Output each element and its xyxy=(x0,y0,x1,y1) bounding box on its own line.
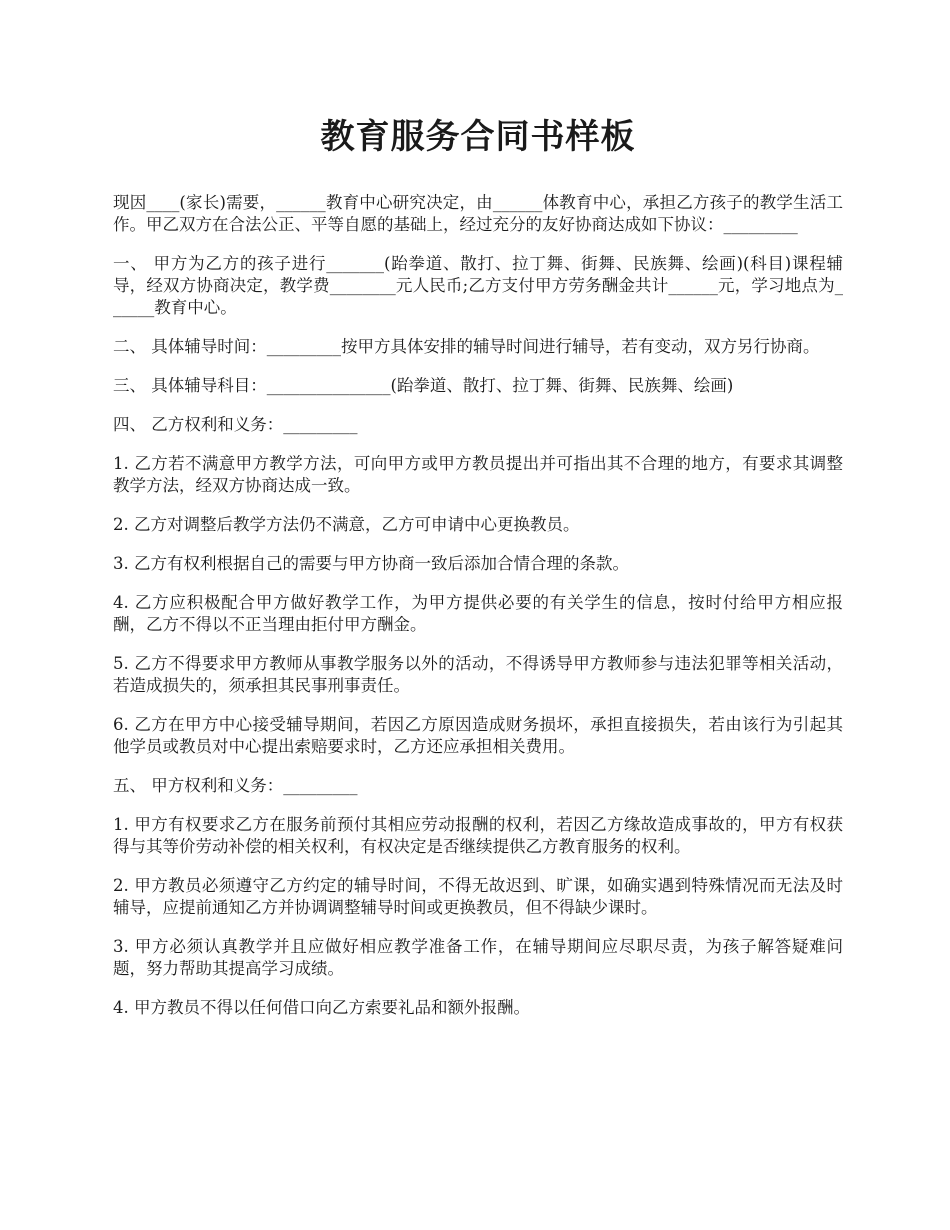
clause-1: 一、 甲方为乙方的孩子进行_______(跆拳道、散打、拉丁舞、街舞、民族舞、绘画)(科目)课程辅导，经双方协商决定，教学费________元人民币;乙方支付甲方劳务酬金共计______元，学习地点为______教育中心。 xyxy=(113,254,843,317)
party-a-item-4: 4. 甲方教员不得以任何借口向乙方索要礼品和额外报酬。 xyxy=(113,998,530,1017)
party-a-item-2: 2. 甲方教员必须遵守乙方约定的辅导时间，不得无故迟到、旷课，如确实遇到特殊情况而无法及时辅导，应提前通知乙方并协调调整辅导时间或更换教员，但不得缺少课时。 xyxy=(113,876,843,917)
party-b-item-1: 1. 乙方若不满意甲方教学方法，可向甲方或甲方教员提出并可指出其不合理的地方，有要求其调整教学方法，经双方协商达成一致。 xyxy=(113,454,843,495)
document-title: 教育服务合同书样板 xyxy=(320,117,636,157)
party-a-item-3: 3. 甲方必须认真教学并且应做好相应教学准备工作，在辅导期间应尽职尽责，为孩子解答疑难问题，努力帮助其提高学习成绩。 xyxy=(113,937,843,978)
clause-2: 二、 具体辅导时间：_________按甲方具体安排的辅导时间进行辅导，若有变动，双方另行协商。 xyxy=(113,337,820,356)
party-b-item-3: 3. 乙方有权利根据自己的需要与甲方协商一致后添加合情合理的条款。 xyxy=(113,554,629,573)
document-page xyxy=(113,112,843,1036)
intro-paragraph: 现因____(家长)需要，______教育中心研究决定，由______体教育中心，承担乙方孩子的教学生活工作。甲乙双方在合法公正、平等自愿的基础上，经过充分的友好协商达成如下协议：_________ xyxy=(113,193,843,234)
clause-3: 三、 具体辅导科目：_______________(跆拳道、散打、拉丁舞、街舞、民族舞、绘画) xyxy=(113,376,734,395)
party-b-item-4: 4. 乙方应积极配合甲方做好教学工作，为甲方提供必要的有关学生的信息，按时付给甲方相应报酬，乙方不得以不正当理由拒付甲方酬金。 xyxy=(113,593,843,634)
party-b-item-5: 5. 乙方不得要求甲方教师从事教学服务以外的活动，不得诱导甲方教师参与违法犯罪等相关活动，若造成损失的，须承担其民事刑事责任。 xyxy=(113,654,843,695)
section-heading-party-b: 四、 乙方权利和义务：_________ xyxy=(113,415,358,434)
party-b-item-6: 6. 乙方在甲方中心接受辅导期间，若因乙方原因造成财务损坏，承担直接损失，若由该行为引起其他学员或教员对中心提出索赔要求时，乙方还应承担相关费用。 xyxy=(113,715,843,756)
section-heading-party-a: 五、 甲方权利和义务：_________ xyxy=(113,776,358,795)
party-a-item-1: 1. 甲方有权要求乙方在服务前预付其相应劳动报酬的权利，若因乙方缘故造成事故的，甲方有权获得与其等价劳动补偿的相关权利，有权决定是否继续提供乙方教育服务的权利。 xyxy=(113,815,843,856)
party-b-item-2: 2. 乙方对调整后教学方法仍不满意，乙方可申请中心更换教员。 xyxy=(113,515,580,534)
